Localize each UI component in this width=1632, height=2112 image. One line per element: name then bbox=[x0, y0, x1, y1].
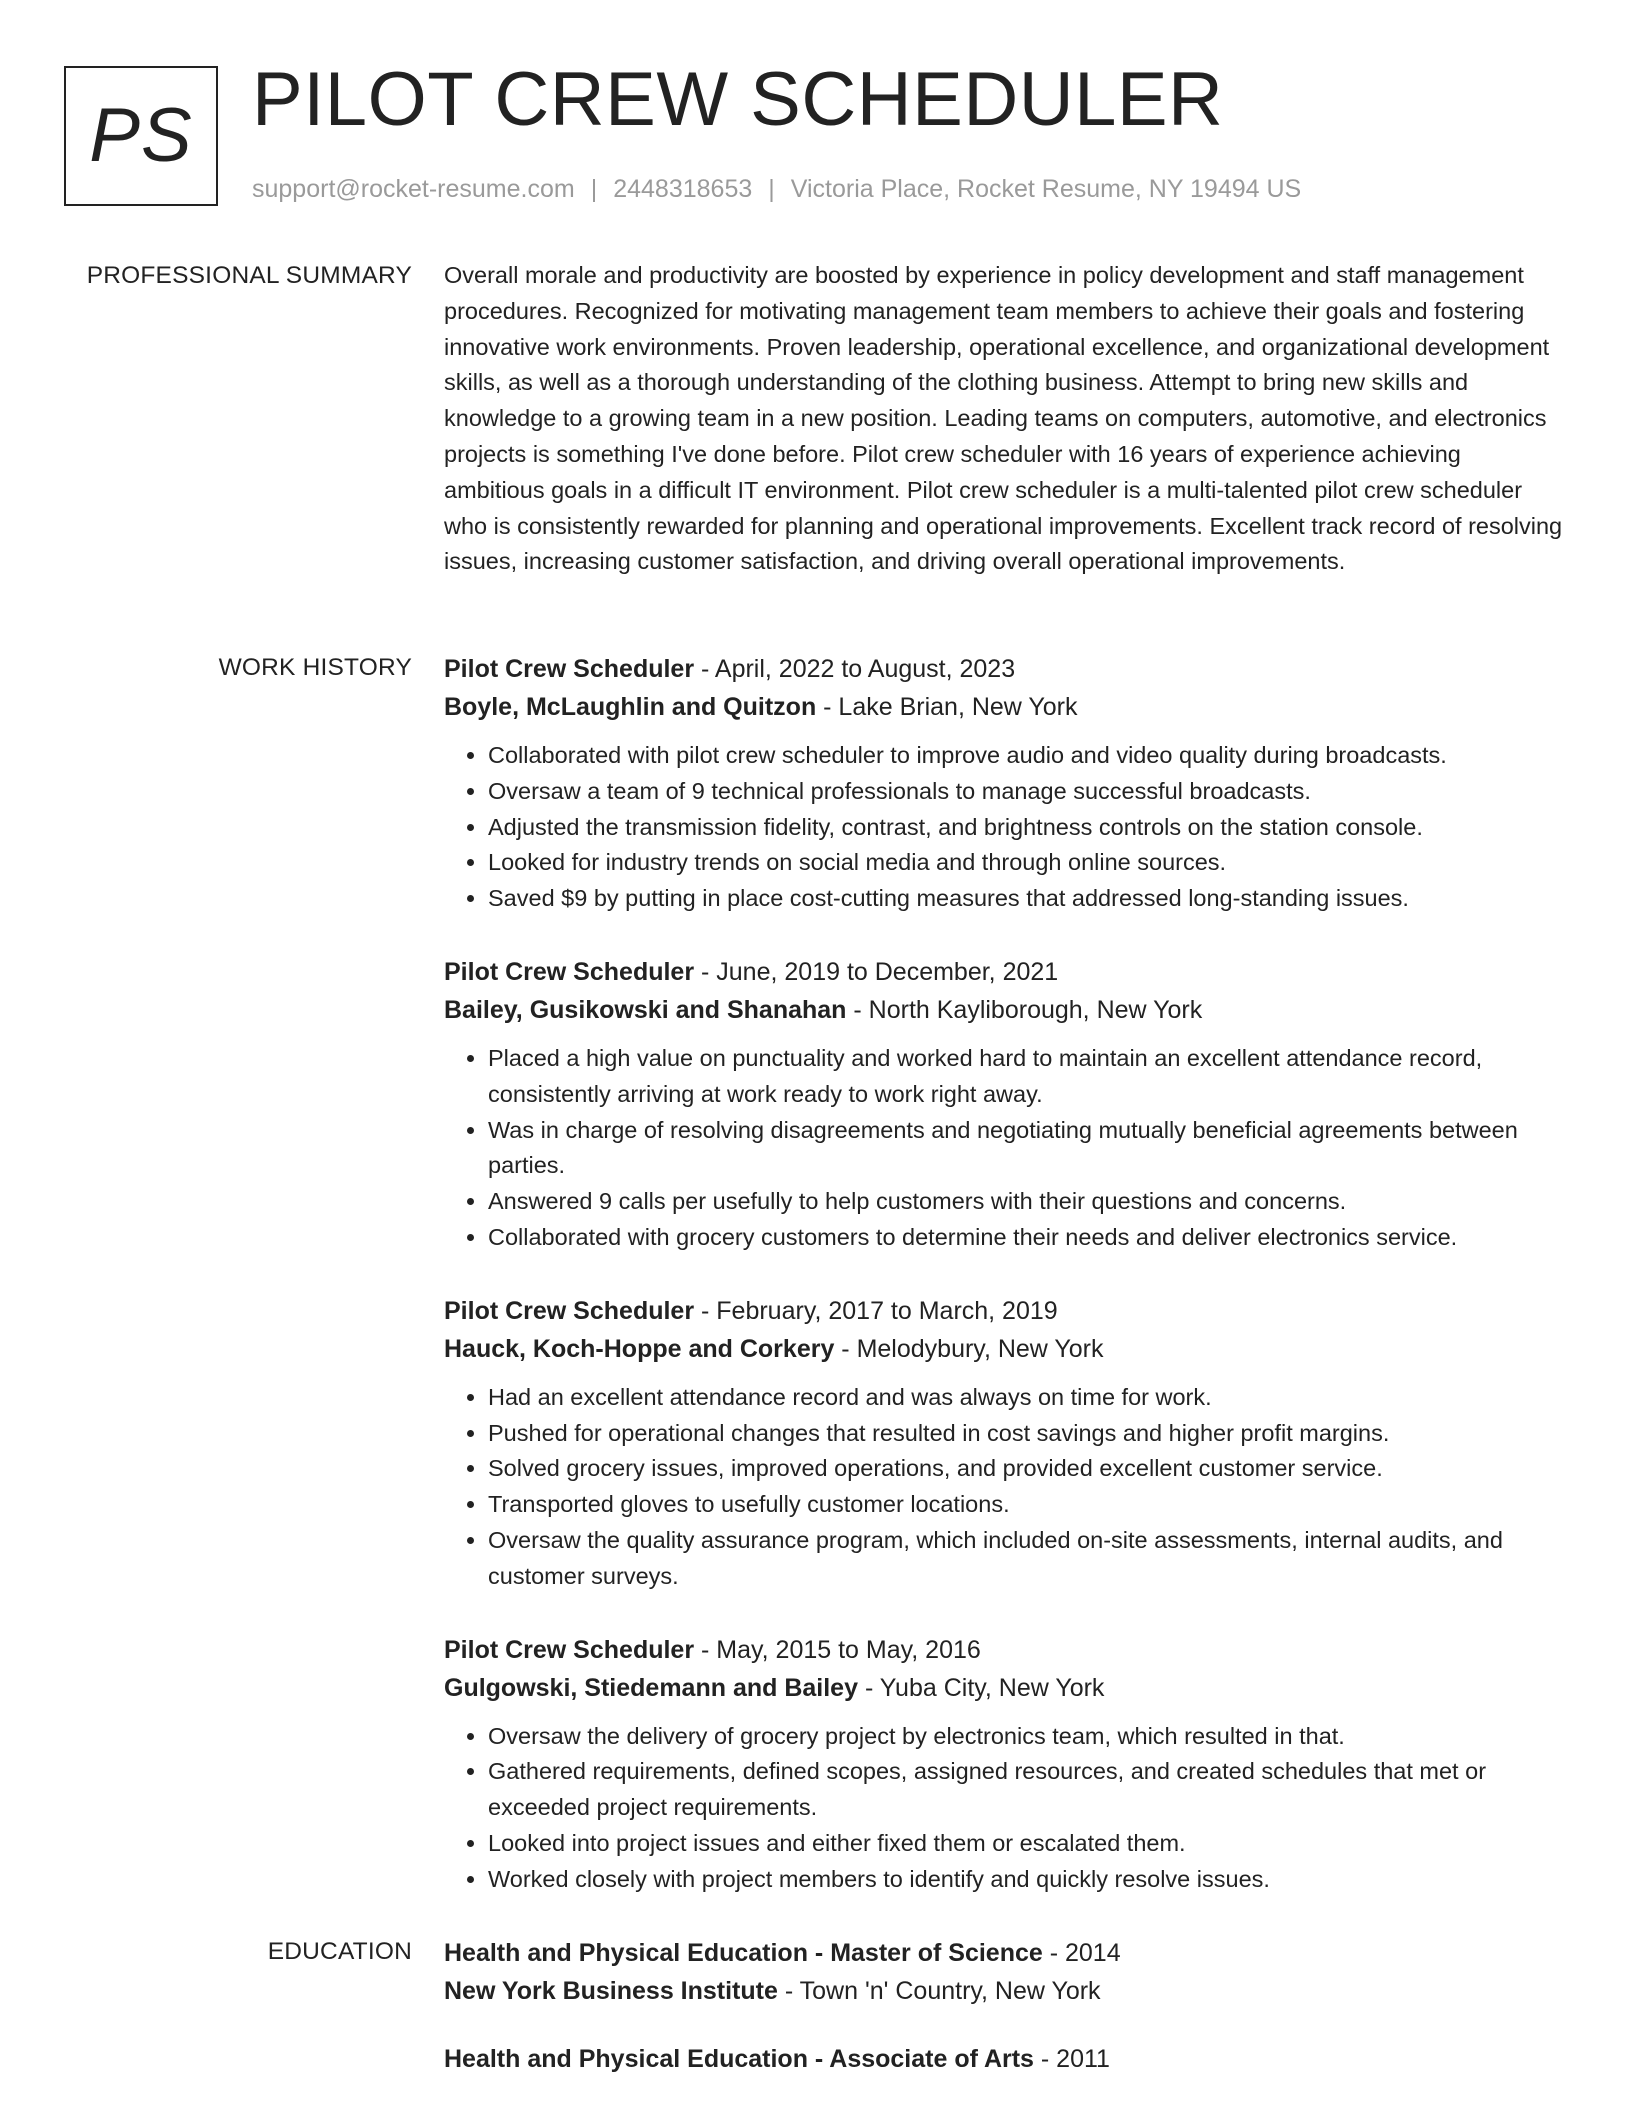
job-bullet: • Transported gloves to usefully customer locations. bbox=[488, 1487, 1564, 1523]
job-title: Pilot Crew Scheduler bbox=[444, 1635, 695, 1664]
job-company: Boyle, McLaughlin and Quitzon bbox=[444, 693, 817, 721]
job-title-line bbox=[444, 650, 1564, 688]
job-title: Pilot Crew Scheduler bbox=[444, 1296, 695, 1325]
job-bullets bbox=[444, 1380, 1564, 1595]
monogram-box bbox=[64, 66, 218, 206]
job-company: Gulgowski, Stiedemann and Bailey bbox=[444, 1673, 858, 1702]
job-entry bbox=[444, 953, 1564, 1256]
job-company-line bbox=[444, 688, 1564, 726]
job-company-line bbox=[444, 991, 1564, 1029]
job-bullet: • Adjusted the transmission fidelity, contrast, and brightness controls on the station console. bbox=[488, 810, 1564, 846]
job-entry bbox=[444, 1292, 1564, 1595]
job-bullet: • Gathered requirements, defined scopes, assigned resources, and created schedules that met or exceeded project requirements. bbox=[488, 1754, 1564, 1826]
contact-email[interactable]: support@rocket-resume.com bbox=[252, 175, 575, 203]
job-location: - Yuba City, New York bbox=[858, 1673, 1105, 1702]
job-dates: - June, 2019 to December, 2021 bbox=[694, 957, 1059, 986]
education-degree-line bbox=[444, 2040, 1564, 2078]
summary-body bbox=[444, 258, 1564, 580]
job-company-line bbox=[444, 1330, 1564, 1368]
job-bullet: • Oversaw the delivery of grocery project by electronics team, which resulted in that. bbox=[488, 1719, 1564, 1755]
job-company-line bbox=[444, 1669, 1564, 1707]
job-title: Pilot Crew Scheduler bbox=[444, 957, 695, 986]
job-bullet: • Solved grocery issues, improved operations, and provided excellent customer service. bbox=[488, 1451, 1564, 1487]
summary-text: Overall morale and productivity are boosted by experience in policy development and staff management procedures. Recognized for motivating management team members to achieve their goals and fostering innovative work environments. Proven leadership, operational excellence, and organizational development skills, as well as a thorough understanding of the clothing business. Attempt to bring new skills and knowledge to a growing team in a new position. Leading teams on computers, automotive, and electronics projects is something I've done before. Pilot crew scheduler with 16 years of experience achieving ambitious goals in a difficult IT environment. Pilot crew scheduler is a multi-talented pilot crew scheduler who is consistently rewarded for planning and operational improvements. Excellent track record of resolving issues, increasing customer satisfaction, and driving overall operational improvements. bbox=[444, 262, 1563, 575]
job-bullet: • Collaborated with pilot crew scheduler to improve audio and video quality during broadcasts. bbox=[488, 738, 1564, 774]
job-dates: - May, 2015 to May, 2016 bbox=[694, 1635, 981, 1664]
contact-separator: | bbox=[590, 175, 598, 203]
education-heading: EDUCATION bbox=[267, 1938, 412, 1965]
education-body bbox=[444, 1934, 1564, 2108]
education-degree: Health and Physical Education - Associate of Arts bbox=[444, 2045, 1034, 2073]
contact-address: Victoria Place, Rocket Resume, NY 19494 US bbox=[790, 175, 1302, 203]
work-history-heading: WORK HISTORY bbox=[218, 654, 412, 681]
job-location: - Melodybury, New York bbox=[834, 1334, 1104, 1363]
contact-line bbox=[252, 174, 1301, 204]
job-bullet: • Saved $9 by putting in place cost-cutting measures that addressed long-standing issues. bbox=[488, 881, 1564, 917]
job-company: Bailey, Gusikowski and Shanahan bbox=[444, 995, 847, 1024]
job-bullet: • Pushed for operational changes that resulted in cost savings and higher profit margins. bbox=[488, 1416, 1564, 1452]
education-location: - Town 'n' Country, New York bbox=[777, 1977, 1101, 2005]
job-title-line bbox=[444, 1631, 1564, 1669]
job-location: - North Kayliborough, New York bbox=[846, 995, 1203, 1024]
job-entry bbox=[444, 1631, 1564, 1898]
job-bullet: • Placed a high value on punctuality and worked hard to maintain an excellent attendance record, consistently arriving at work ready to work right away. bbox=[488, 1041, 1564, 1113]
job-bullet: • Answered 9 calls per usefully to help customers with their questions and concerns. bbox=[488, 1184, 1564, 1220]
job-title-line bbox=[444, 953, 1564, 991]
job-company: Hauck, Koch-Hoppe and Corkery bbox=[444, 1334, 835, 1363]
contact-phone[interactable]: 2448318653 bbox=[613, 175, 753, 203]
job-bullet: • Looked into project issues and either fixed them or escalated them. bbox=[488, 1826, 1564, 1862]
job-bullet: • Looked for industry trends on social media and through online sources. bbox=[488, 845, 1564, 881]
job-bullet: • Collaborated with grocery customers to determine their needs and deliver electronics service. bbox=[488, 1220, 1564, 1256]
monogram-initials: PS bbox=[89, 93, 193, 178]
education-entry bbox=[444, 1934, 1564, 2010]
candidate-name: PILOT CREW SCHEDULER bbox=[252, 57, 1224, 142]
job-entry bbox=[444, 650, 1564, 917]
job-bullet: • Worked closely with project members to identify and quickly resolve issues. bbox=[488, 1862, 1564, 1898]
job-location: - Lake Brian, New York bbox=[816, 693, 1078, 721]
job-title-line bbox=[444, 1292, 1564, 1330]
summary-heading: PROFESSIONAL SUMMARY bbox=[86, 262, 412, 289]
contact-separator: | bbox=[768, 175, 775, 203]
job-bullet: • Oversaw a team of 9 technical professionals to manage successful broadcasts. bbox=[488, 774, 1564, 810]
education-entry bbox=[444, 2040, 1564, 2078]
job-bullets bbox=[444, 1041, 1564, 1256]
job-dates: - February, 2017 to March, 2019 bbox=[694, 1296, 1058, 1325]
job-bullets bbox=[444, 1719, 1564, 1898]
job-title: Pilot Crew Scheduler bbox=[444, 655, 695, 683]
education-year: - 2011 bbox=[1033, 2045, 1110, 2073]
education-year: - 2014 bbox=[1042, 1939, 1121, 1967]
education-school: New York Business Institute bbox=[444, 1977, 778, 2005]
job-bullets bbox=[444, 738, 1564, 917]
job-bullet: • Was in charge of resolving disagreements and negotiating mutually beneficial agreements between parties. bbox=[488, 1113, 1564, 1185]
education-degree-line bbox=[444, 1934, 1564, 1972]
education-school-line bbox=[444, 1972, 1564, 2010]
job-bullet: • Oversaw the quality assurance program, which included on-site assessments, internal audits, and customer surveys. bbox=[488, 1523, 1564, 1595]
education-degree: Health and Physical Education - Master of Science bbox=[444, 1939, 1043, 1967]
work-history-body bbox=[444, 650, 1564, 1934]
job-dates: - April, 2022 to August, 2023 bbox=[694, 655, 1016, 683]
job-bullet: • Had an excellent attendance record and was always on time for work. bbox=[488, 1380, 1564, 1416]
